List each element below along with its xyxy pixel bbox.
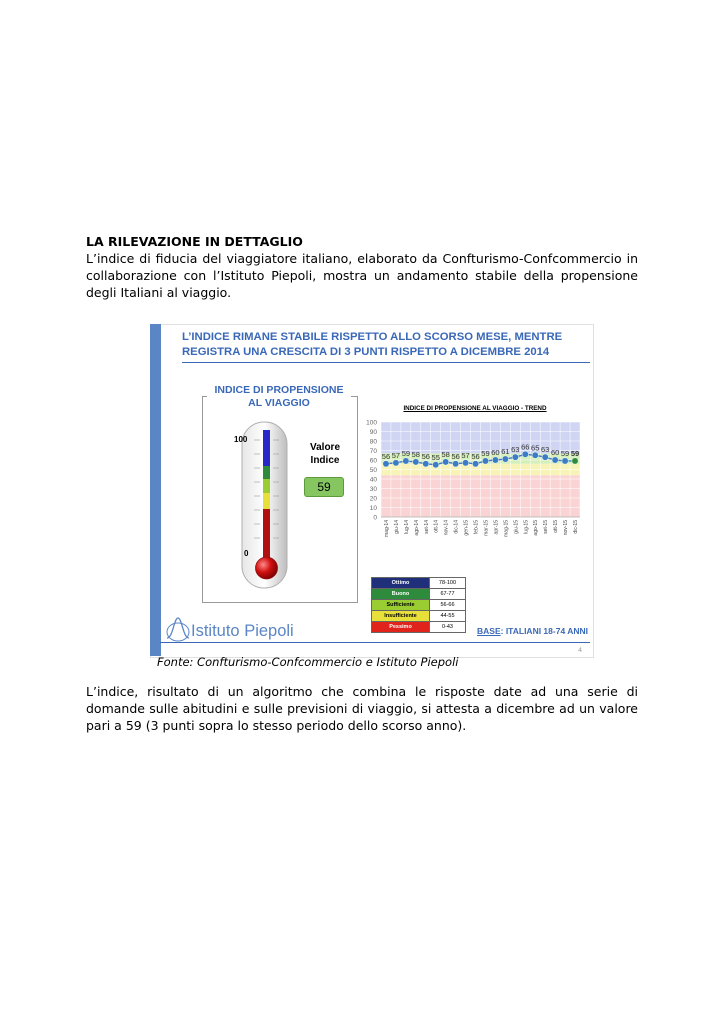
legend-row	[372, 589, 466, 600]
data-label: 56	[451, 451, 460, 461]
data-label: 56	[471, 451, 480, 461]
data-label: 55	[431, 452, 440, 462]
data-label: 59	[570, 448, 580, 458]
legend-range: 78-100	[430, 578, 466, 589]
y-tick-label: 30	[369, 486, 377, 493]
x-tick-label: set-15	[543, 520, 550, 534]
thermo-band-ottimo	[263, 430, 270, 466]
thermo-band-insufficiente	[263, 493, 270, 509]
data-point	[413, 459, 419, 465]
data-label: 59	[481, 448, 490, 458]
x-tick-label: giu-15	[513, 520, 520, 534]
legend-category: Insufficiente	[372, 611, 430, 622]
valore-indice-value: 59	[304, 477, 344, 497]
data-label: 57	[461, 450, 470, 460]
data-point	[502, 456, 508, 462]
data-point	[552, 457, 558, 463]
x-tick-label: ott-14	[433, 520, 440, 533]
panel-title-line2: AL VIAGGIO	[244, 397, 314, 410]
logo-text: Istituto Piepoli	[191, 622, 294, 640]
chart-title: INDICE DI PROPENSIONE AL VIAGGIO - TREND	[403, 405, 547, 412]
x-tick-label: apr-15	[493, 520, 500, 535]
data-label: 66	[521, 442, 530, 452]
y-tick-label: 10	[369, 505, 377, 512]
x-tick-label: nov-15	[563, 520, 570, 536]
base-label	[477, 626, 588, 636]
x-tick-label: dic-14	[453, 520, 460, 534]
slide-side-bar	[150, 324, 161, 656]
slide-title-line2: REGISTRA UNA CRESCITA DI 3 PUNTI RISPETTO A DICEMBRE 2014	[182, 346, 550, 358]
data-label: 56	[381, 451, 391, 461]
data-label: 59	[560, 448, 570, 458]
slide-bottom-divider	[160, 642, 590, 643]
valore-label-line1: Valore	[309, 442, 341, 453]
closing-paragraph: L’indice, risultato di un algoritmo che combina le risposte date ad una serie di domande sulle abitudini e sulle previsioni di viaggio, si attesta a dicembre ad un valore pari a 59 (3 punti sopra lo stesso periodo dello scorso anno).	[86, 684, 638, 733]
y-tick-label: 100	[366, 419, 377, 427]
data-point	[403, 458, 409, 464]
legend-category: Buono	[372, 589, 430, 600]
data-point	[522, 451, 528, 457]
x-tick-label: nov-14	[443, 520, 450, 536]
legend-range: 44-55	[430, 611, 466, 622]
legend-row	[372, 622, 466, 633]
x-tick-label: ott-15	[553, 520, 560, 533]
panel-title-line1: INDICE DI PROPENSIONE	[211, 384, 348, 397]
valore-label-line2: Indice	[310, 455, 340, 466]
data-label: 63	[541, 445, 550, 455]
y-tick-label: 0	[373, 514, 377, 522]
x-tick-label: feb-15	[473, 520, 480, 535]
thermometer-bulb	[256, 557, 278, 579]
base-rest: : ITALIANI 18-74 ANNI	[500, 626, 588, 636]
piepoli-logo-icon	[165, 612, 191, 644]
x-tick-label: mar-15	[483, 520, 490, 536]
legend-row	[372, 578, 466, 589]
data-label: 61	[501, 447, 510, 457]
x-tick-label: mag-14	[383, 520, 390, 537]
x-tick-label: lug-15	[523, 520, 530, 534]
x-tick-label: gen-15	[463, 520, 470, 536]
valore-indice-label	[300, 441, 350, 467]
trend-chart	[360, 412, 592, 552]
legend-row	[372, 611, 466, 622]
thermo-bottom-label: 0	[244, 549, 249, 558]
data-label: 59	[401, 448, 411, 458]
legend-category: Sufficiente	[372, 600, 430, 611]
data-point	[442, 459, 448, 465]
data-point	[383, 461, 389, 467]
slide-page-number: 4	[578, 646, 583, 654]
data-label: 58	[411, 449, 420, 459]
title-divider	[182, 362, 590, 363]
data-point	[423, 461, 429, 467]
legend-category: Pessimo	[372, 622, 430, 633]
thermo-top-label: 100	[234, 435, 248, 444]
legend-range: 0-43	[430, 622, 466, 633]
legend-range: 56-66	[430, 600, 466, 611]
base-prefix: BASE	[477, 626, 501, 636]
data-point	[492, 457, 498, 463]
data-label: 65	[531, 443, 540, 453]
data-point	[572, 458, 578, 464]
thermo-band-sufficiente	[263, 479, 270, 493]
data-label: 63	[511, 445, 520, 455]
thermo-band-buono	[263, 466, 270, 479]
x-tick-label: ago-15	[533, 520, 540, 536]
panel-title	[202, 384, 356, 410]
data-point	[462, 460, 468, 466]
y-tick-label: 60	[369, 457, 377, 465]
y-tick-label: 80	[369, 438, 377, 446]
figure-caption: Fonte: Confturismo-Confcommercio e Istituto Piepoli	[157, 655, 459, 669]
data-label: 60	[550, 448, 560, 457]
data-point	[482, 458, 488, 464]
legend-range: 67-77	[430, 589, 466, 600]
legend-category: Ottimo	[372, 578, 430, 589]
data-label: 56	[421, 451, 430, 461]
y-tick-label: 50	[369, 467, 377, 474]
legend-row	[372, 600, 466, 611]
data-point	[433, 462, 439, 468]
legend-table	[371, 577, 466, 633]
y-tick-label: 70	[369, 448, 377, 455]
data-point	[393, 460, 399, 466]
y-tick-label: 90	[369, 429, 377, 436]
section-heading: LA RILEVAZIONE IN DETTAGLIO	[86, 234, 303, 249]
y-tick-label: 40	[369, 476, 377, 484]
data-point	[562, 458, 568, 464]
y-tick-label: 20	[369, 495, 377, 503]
data-point	[542, 454, 548, 460]
data-point	[452, 461, 458, 467]
intro-paragraph: L’indice di fiducia del viaggiatore italiano, elaborato da Confturismo-Confcommercio in collaborazione con l’Istituto Piepoli, mostra un andamento stabile della propensione degli Italiani al viaggio.	[86, 251, 638, 300]
data-point	[512, 454, 518, 460]
x-tick-label: set-14	[423, 520, 430, 534]
data-point	[532, 452, 538, 458]
data-point	[472, 461, 478, 467]
x-tick-label: mag-15	[503, 520, 510, 537]
x-tick-label: ago-14	[413, 520, 420, 536]
slide-title	[182, 330, 562, 360]
thermometer-graphic	[232, 420, 302, 590]
x-tick-label: giu-14	[393, 520, 400, 534]
data-label: 60	[491, 448, 500, 457]
x-tick-label: dic-15	[573, 520, 580, 534]
x-tick-label: lug-14	[403, 520, 410, 534]
data-label: 58	[441, 449, 450, 459]
slide-title-line1: L’INDICE RIMANE STABILE RISPETTO ALLO SCORSO MESE, MENTRE	[182, 331, 563, 343]
data-label: 57	[391, 450, 401, 460]
